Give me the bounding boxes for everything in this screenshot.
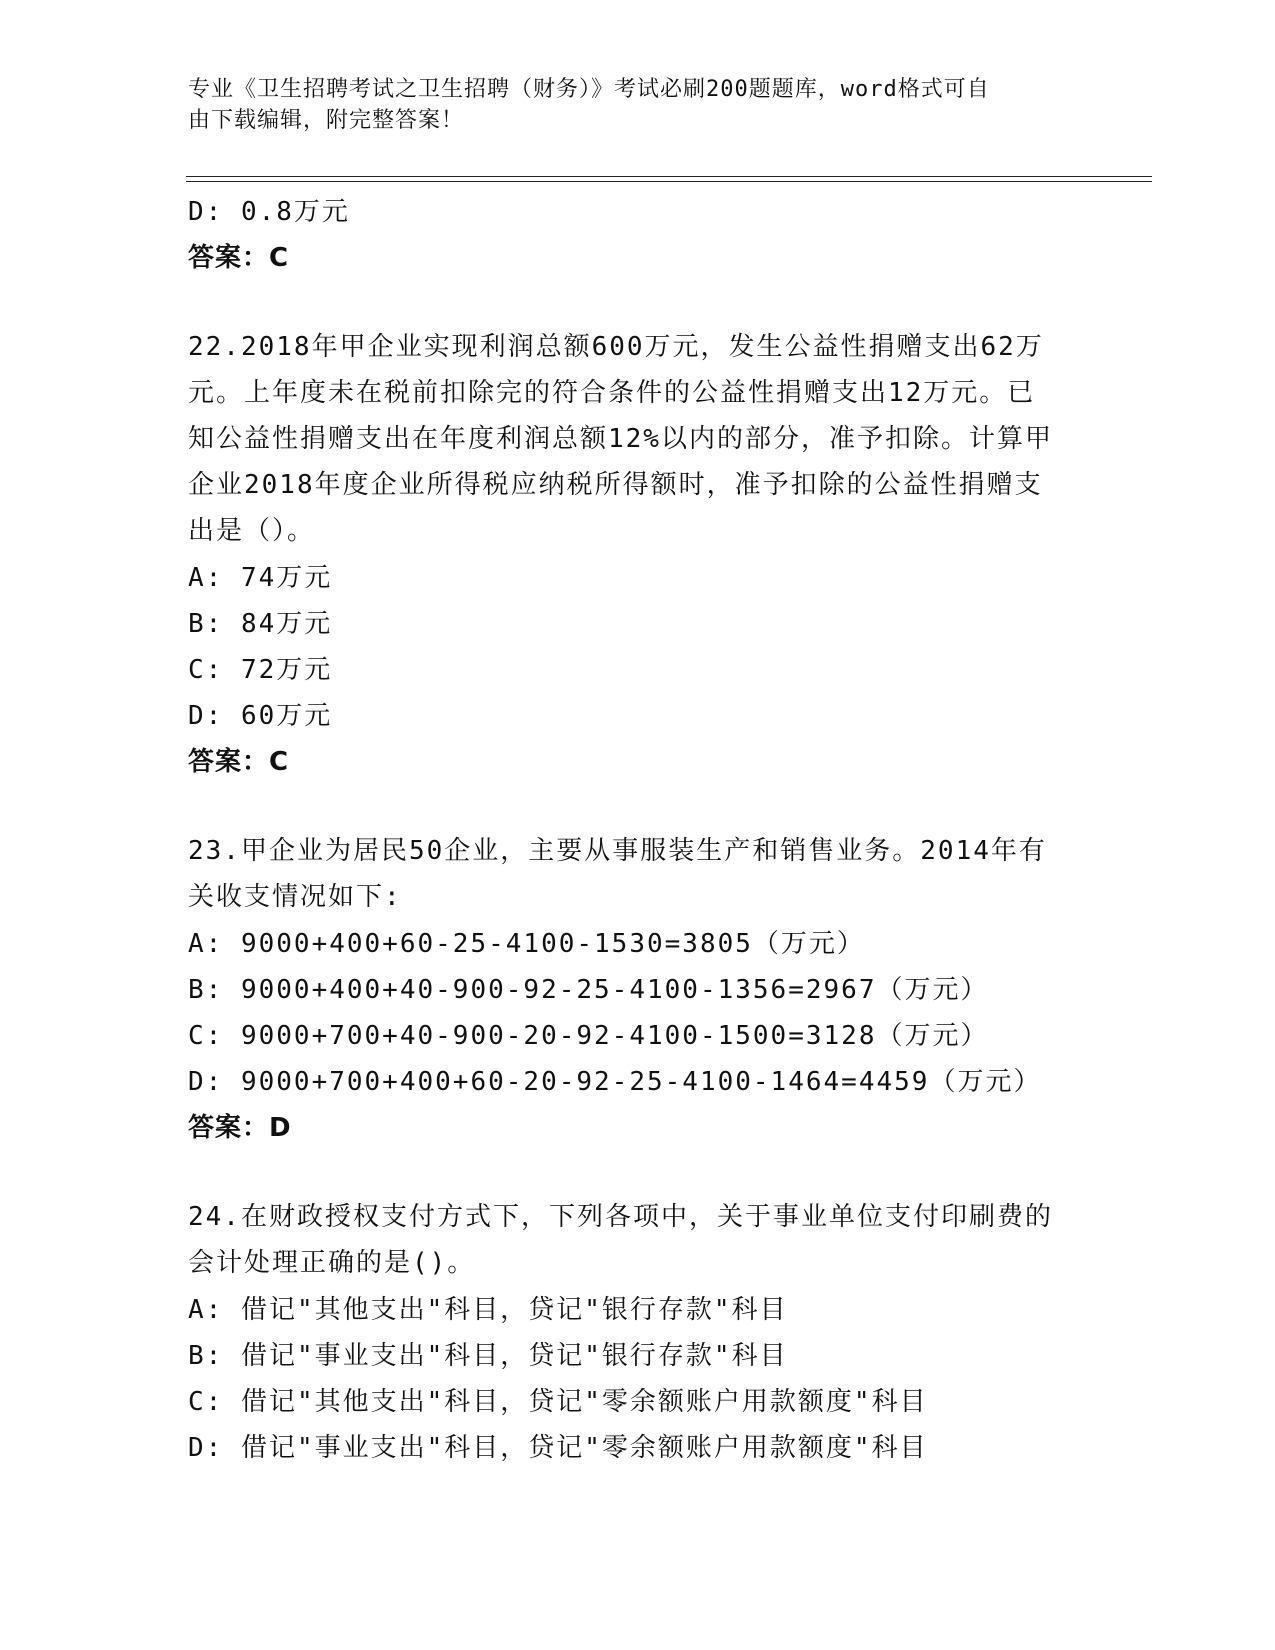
document-header xyxy=(188,74,1068,136)
option-d: D: 9000+700+400+60-20-92-25-4100-1464=4459（万元） xyxy=(188,1067,1042,1097)
question-stem-line: 知公益性捐赠支出在年度利润总额12%以内的部分，准予扣除。计算甲 xyxy=(188,424,1053,454)
question-stem-line: 22.2018年甲企业实现利润总额600万元，发生公益性捐赠支出62万 xyxy=(188,332,1044,362)
header-divider-bottom xyxy=(186,181,1152,182)
answer-line: 答案：C xyxy=(188,747,290,777)
question-22 xyxy=(188,325,1088,785)
question-23 xyxy=(188,829,1088,1151)
question-stem-line: 会计处理正确的是()。 xyxy=(188,1248,476,1278)
option-c: C: 9000+700+40-900-20-92-4100-1500=3128（万元） xyxy=(188,1021,989,1051)
header-line-2: 由下载编辑，附完整答案！ xyxy=(188,108,465,133)
option-a: A: 借记"其他支出"科目，贷记"银行存款"科目 xyxy=(188,1295,788,1325)
option-a: A: 9000+400+60-25-4100-1530=3805（万元） xyxy=(188,929,865,959)
answer-line: 答案：D xyxy=(188,1113,292,1143)
option-c: C: 72万元 xyxy=(188,655,333,685)
question-stem-line: 企业2018年度企业所得税应纳税所得额时，准予扣除的公益性捐赠支 xyxy=(188,470,1043,500)
question-stem-line: 元。上年度未在税前扣除完的符合条件的公益性捐赠支出12万元。已 xyxy=(188,378,1036,408)
header-line-1: 专业《卫生招聘考试之卫生招聘（财务）》考试必刷200题题库，word格式可自 xyxy=(188,77,990,102)
answer-line: 答案：C xyxy=(188,243,290,273)
question-stem-line: 关收支情况如下: xyxy=(188,882,402,912)
question-24 xyxy=(188,1195,1088,1471)
option-b: B: 9000+400+40-900-92-25-4100-1356=2967（万元） xyxy=(188,975,989,1005)
option-d: D: 0.8万元 xyxy=(188,197,350,227)
option-b: B: 借记"事业支出"科目，贷记"银行存款"科目 xyxy=(188,1341,788,1371)
option-d: D: 借记"事业支出"科目，贷记"零余额账户用款额度"科目 xyxy=(188,1433,928,1463)
question-21-tail xyxy=(188,189,1088,281)
header-divider-top xyxy=(186,176,1152,177)
question-stem-line: 23.甲企业为居民50企业，主要从事服装生产和销售业务。2014年有 xyxy=(188,836,1047,866)
question-stem-line: 出是（）。 xyxy=(188,516,316,546)
question-stem-line: 24.在财政授权支付方式下，下列各项中，关于事业单位支付印刷费的 xyxy=(188,1202,1053,1232)
option-a: A: 74万元 xyxy=(188,563,333,593)
option-d: D: 60万元 xyxy=(188,701,333,731)
option-c: C: 借记"其他支出"科目，贷记"零余额账户用款额度"科目 xyxy=(188,1387,928,1417)
document-body xyxy=(188,189,1088,1471)
option-b: B: 84万元 xyxy=(188,609,333,639)
